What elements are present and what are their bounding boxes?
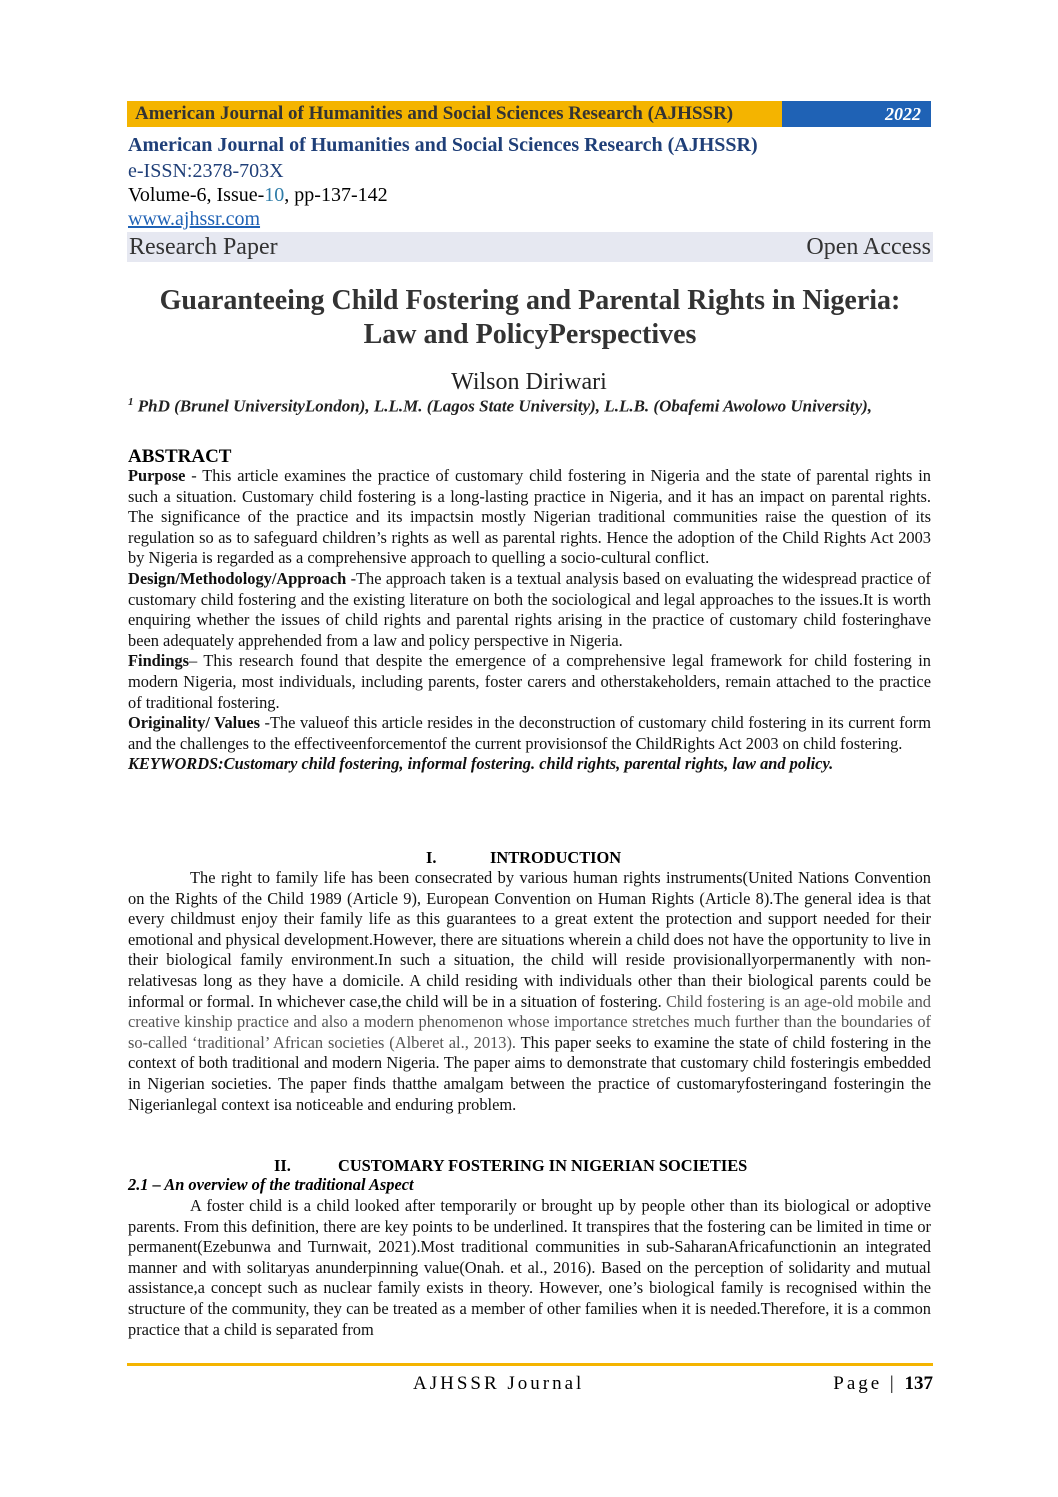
intro-text-quote: Child fostering is an age-old mobile and creative kinship practice and also a modern phenomenon whose importance stretches much further than the boundaries of so-called ‘traditional’ African societies (Alberet al., 2013). (128, 991, 931, 1052)
findings-text: – This research found that despite the emergence of a comprehensive legal framework for child fostering in modern Nigeria, most individuals, including parents, foster carers and otherstakeholders, remain attached to the practice of traditional fostering. (128, 651, 931, 712)
website-link[interactable]: www.ajhssr.com (128, 208, 261, 230)
section-2-body (128, 1196, 931, 1340)
running-header (127, 101, 931, 127)
introduction-paragraph (128, 868, 931, 1115)
abstract-heading: ABSTRACT (128, 446, 232, 467)
section-2-number: II. (274, 1156, 291, 1175)
footer-journal: AJHSSR Journal (413, 1373, 585, 1394)
access-type: Open Access (806, 233, 931, 260)
volume-prefix: Volume-6, Issue- (128, 184, 265, 206)
issn-value: 2378-703X (192, 160, 284, 182)
design-label: Design/Methodology/Approach (128, 568, 347, 588)
article-title (100, 284, 960, 352)
section-1-title: INTRODUCTION (490, 848, 622, 867)
introduction-body (128, 868, 931, 1115)
abstract-findings (128, 651, 931, 713)
footer-rule (127, 1363, 933, 1366)
intro-text-b: This paper seeks to examine the state of child fostering in the context of both traditional and modern Nigeria. The paper aims to demonstrate that customary child fosteringis embedded in Nigerian societies. The paper finds thatthe amalgam between the practice of customaryfosteringand fosteringin the Nigerianlegal context isa noticeable and enduring problem. (128, 1032, 931, 1114)
issn-line (128, 160, 284, 183)
keywords-label: KEYWORDS: (128, 754, 224, 774)
affiliation-marker: 1 (128, 396, 134, 408)
findings-label: Findings (128, 651, 190, 671)
section-2-heading (128, 1156, 931, 1176)
originality-text: -The valueof this article resides in the deconstruction of customary child fostering in its current form and the challenges to the effectiveenforcementof the current provisionsof the ChildRights Act 2003 on child fostering. (128, 713, 931, 753)
section-1-number: I. (426, 848, 437, 867)
intro-text-a: The right to family life has been consecrated by various human rights instruments(United Nations Convention on the Rights of the Child 1989 (Article 9), European Convention on Human Rights (Article 8).The general idea is that every childmust enjoy their family life as this guarantees to a great extent the protection and support needed for their emotional and physical development.However, there are situations wherein a child does not have the opportunity to live in their biological family environment.In such a situation, the child will reside provisionallyorpermanently with non-relativesas long as they have a domicile. A child residing with individuals other than their biological parents could be informal or formal. In whichever case,the child will be in a situation of fostering. (128, 868, 931, 1011)
footer-page-number: 137 (904, 1373, 933, 1394)
title-line-2: Law and PolicyPerspectives (363, 319, 697, 350)
website-line (128, 208, 260, 231)
purpose-label: Purpose (128, 466, 186, 485)
header-year: 2022 (782, 101, 931, 127)
paper-type: Research Paper (129, 233, 278, 260)
keywords-text: Customary child fostering, informal fostering. child rights, parental rights, law and policy. (223, 754, 834, 774)
paper-type-bar (127, 232, 933, 262)
abstract-originality (128, 713, 931, 754)
abstract-purpose (128, 466, 931, 569)
volume-pages: , pp-137-142 (284, 184, 388, 206)
subsection-2-1-heading: 2.1 – An overview of the traditional Aspect (128, 1175, 414, 1194)
abstract-body (128, 466, 931, 775)
originality-label: Originality/ Values (128, 713, 261, 733)
keywords (128, 754, 931, 775)
volume-line (128, 184, 388, 207)
journal-name: American Journal of Humanities and Social Sciences Research (AJHSSR) (128, 134, 758, 156)
section-2-paragraph: A foster child is a child looked after temporarily or brought up by people other than its biological or adoptive parents. From this definition, there are key points to be underlined. It transpires that the fostering can be limited in time or permanent(Ezebunwa and Turnwait, 2021).Most traditional communities in sub-SaharanAfricafunctionin an integrated manner and with solitaryas anunderpinning value(Onah. et al., 2016). Based on the perception of solidarity and mutual assistance,a concept such as nuclear family exists in theory. However, one’s biological family is recognised within the structure of the community, they can be treated as a member of other families when it is needed.Therefore, it is a common practice that a child is separated from (128, 1196, 931, 1339)
section-1-heading (128, 848, 931, 868)
author-affiliation (128, 396, 872, 417)
author-name: Wilson Diriwari (451, 369, 607, 395)
section-2-title: CUSTOMARY FOSTERING IN NIGERIAN SOCIETIES (338, 1156, 748, 1175)
affiliation-text: PhD (Brunel UniversityLondon), L.L.M. (Lagos State University), L.L.B. (Obafemi Awolowo University), (133, 396, 873, 416)
footer-page-label: Page | (833, 1373, 905, 1394)
issn-label: e-ISSN: (128, 160, 193, 182)
purpose-text: - This article examines the practice of customary child fostering in Nigeria and the state of parental rights in such a situation. Customary child fostering is a long-lasting practice in Nigeria, and it has an impact on parental rights. The significance of the practice and its impactsin mostly Nigerian traditional communities raise the question of its regulation so as to safeguard children’s rights as well as parental rights. Hence the adoption of the Child Rights Act 2003 by Nigeria is regarded as a comprehensive approach to quelling a socio-cultural conflict. (128, 466, 931, 568)
header-journal-title: American Journal of Humanities and Social Sciences Research (AJHSSR) (127, 101, 782, 127)
design-text: -The approach taken is a textual analysis based on evaluating the widespread practice of customary child fostering and the existing literature on both the sociological and legal approaches to the issues.It is worth enquiring whether the issues of child rights and parental rights arising in the practice of customary child fosteringhave been adequately apprehended from a law and policy perspective in Nigeria. (128, 568, 931, 650)
volume-issue: 10 (264, 184, 285, 206)
abstract-design (128, 569, 931, 651)
footer-page (833, 1373, 933, 1395)
title-line-1: Guaranteeing Child Fostering and Parental Rights in Nigeria: (159, 285, 901, 316)
